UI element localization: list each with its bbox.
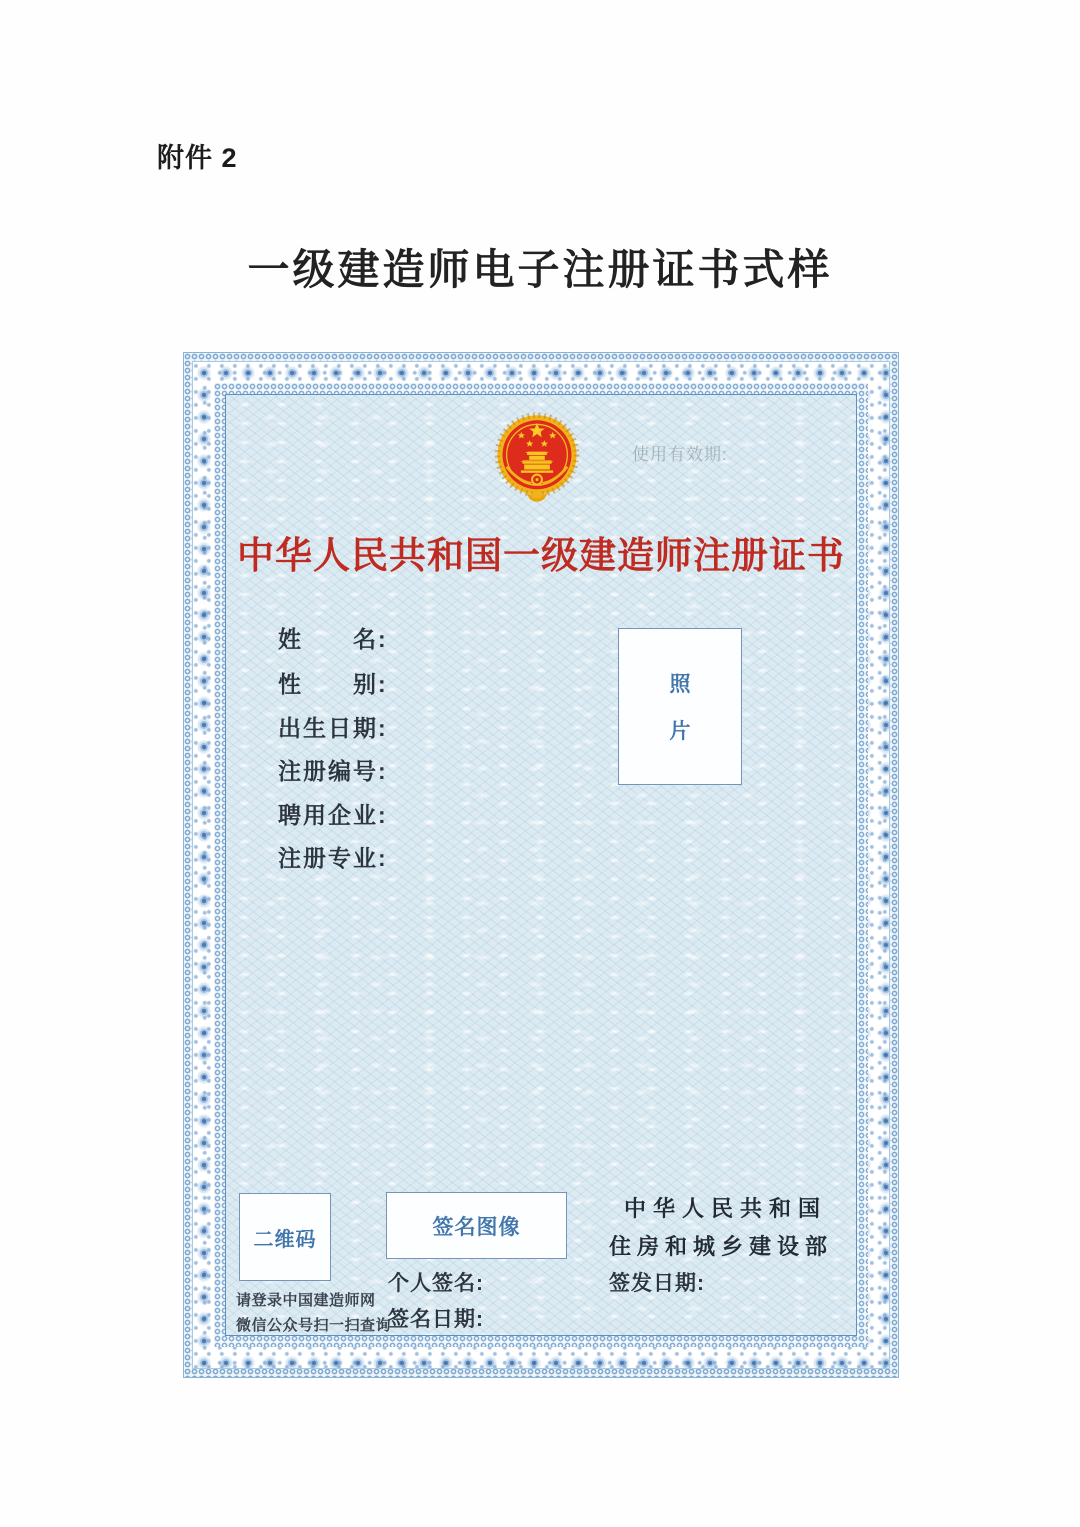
signature-image-placeholder-box [386, 1192, 567, 1259]
issue-date-label: 签发日期: [609, 1272, 705, 1295]
field-specialty-label: 注册专业: [278, 845, 388, 871]
field-name-label: 姓 名: [278, 626, 388, 652]
field-registration-no-label: 注册编号: [278, 758, 388, 784]
certificate-title: 中华人民共和国一级建造师注册证书 [237, 535, 845, 576]
qr-scan-note-line1: 请登录中国建造师网 [236, 1292, 376, 1309]
personal-signature-label: 个人签名: [388, 1272, 484, 1295]
issuer-name-line1: 中华人民共和国 [624, 1196, 828, 1221]
field-birth-date-label: 出生日期: [278, 715, 388, 741]
certificate-body [225, 394, 857, 1336]
qr-scan-note-line2: 微信公众号扫一扫查询 [236, 1317, 392, 1334]
certificate-outer-border [183, 352, 899, 1378]
certificate-inner-border [214, 383, 868, 1347]
validity-period-label: 使用有效期: [632, 445, 728, 464]
photo-placeholder-char-2: 片 [669, 720, 691, 743]
qr-code-placeholder-box [239, 1193, 331, 1281]
field-employer-label: 聘用企业: [278, 802, 388, 828]
qr-scan-note [236, 1288, 391, 1338]
signature-image-label: 签名图像 [432, 1215, 521, 1239]
signature-date-label: 签名日期: [388, 1308, 484, 1331]
field-gender-label: 性 别: [278, 671, 388, 697]
photo-placeholder-box [618, 628, 742, 785]
page-title: 一级建造师电子注册证书式样 [247, 248, 833, 294]
photo-placeholder-char-1: 照 [669, 673, 691, 696]
attachment-label: 附件 2 [157, 143, 238, 173]
certificate-ornate-band [192, 361, 890, 1369]
qr-code-label: 二维码 [253, 1228, 317, 1251]
national-emblem-icon [491, 411, 583, 517]
issuer-name-line2: 住房和城乡建设部 [609, 1234, 834, 1259]
